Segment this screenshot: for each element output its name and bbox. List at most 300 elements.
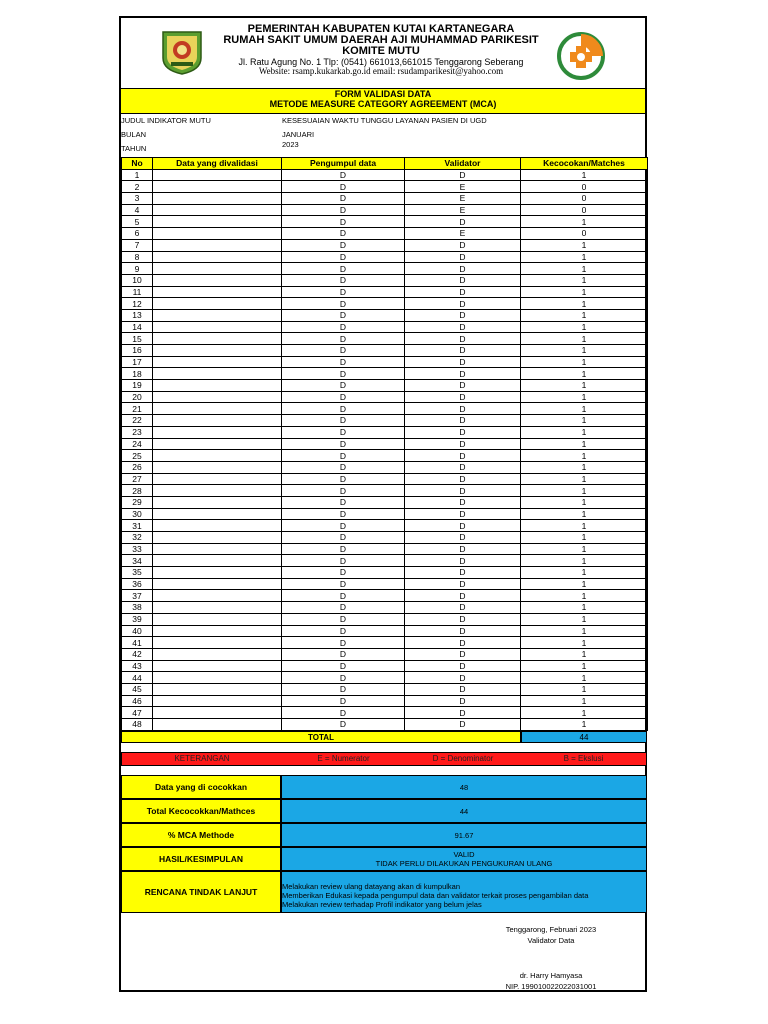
row-data (153, 613, 282, 625)
row-no: 25 (122, 450, 153, 462)
row-no: 17 (122, 356, 153, 368)
row-validator: D (405, 274, 521, 286)
row-collector: D (282, 181, 405, 193)
row-collector: D (282, 683, 405, 695)
row-no: 5 (122, 216, 153, 228)
row-collector: D (282, 578, 405, 590)
row-match: 1 (521, 719, 648, 731)
legend-row (121, 752, 647, 766)
validation-table (121, 157, 648, 731)
row-collector: D (282, 672, 405, 684)
row-validator: D (405, 567, 521, 579)
row-collector: D (282, 508, 405, 520)
row-validator: D (405, 368, 521, 380)
row-no: 39 (122, 613, 153, 625)
table-row (122, 368, 648, 380)
form-meta (121, 114, 645, 156)
year-value: 2023 (282, 140, 299, 149)
table-row (122, 426, 648, 438)
indicator-label: JUDUL INDIKATOR MUTU (121, 116, 211, 125)
row-validator: D (405, 263, 521, 275)
row-validator: D (405, 683, 521, 695)
total-value: 44 (521, 731, 647, 743)
row-no: 40 (122, 625, 153, 637)
row-validator: D (405, 707, 521, 719)
row-no: 22 (122, 415, 153, 427)
row-match: 1 (521, 496, 648, 508)
table-body (122, 169, 648, 730)
row-data (153, 321, 282, 333)
form-title: FORM VALIDASI DATA (334, 89, 432, 99)
row-collector: D (282, 169, 405, 181)
row-no: 34 (122, 555, 153, 567)
row-validator: D (405, 321, 521, 333)
row-validator: D (405, 578, 521, 590)
row-match: 1 (521, 298, 648, 310)
row-validator: D (405, 660, 521, 672)
row-no: 7 (122, 239, 153, 251)
validation-form-sheet (119, 16, 647, 992)
row-data (153, 204, 282, 216)
row-no: 8 (122, 251, 153, 263)
row-match: 1 (521, 345, 648, 357)
row-no: 11 (122, 286, 153, 298)
table-row (122, 239, 648, 251)
row-data (153, 485, 282, 497)
row-collector: D (282, 228, 405, 240)
row-data (153, 695, 282, 707)
row-match: 0 (521, 181, 648, 193)
row-match: 1 (521, 274, 648, 286)
row-data (153, 169, 282, 181)
row-data (153, 450, 282, 462)
row-no: 13 (122, 309, 153, 321)
row-data (153, 602, 282, 614)
summary-total-row (121, 799, 647, 823)
table-row (122, 193, 648, 205)
row-data (153, 286, 282, 298)
row-match: 1 (521, 426, 648, 438)
row-match: 1 (521, 532, 648, 544)
row-data (153, 426, 282, 438)
result-valid: VALID (453, 850, 475, 859)
row-no: 21 (122, 403, 153, 415)
row-validator: E (405, 181, 521, 193)
summary-mca-row (121, 823, 647, 847)
row-data (153, 625, 282, 637)
summary-data-label: Data yang di cocokkan (121, 775, 281, 799)
row-data (153, 707, 282, 719)
table-row (122, 707, 648, 719)
table-row (122, 380, 648, 392)
table-row (122, 286, 648, 298)
row-data (153, 345, 282, 357)
row-collector: D (282, 660, 405, 672)
row-validator: E (405, 228, 521, 240)
row-collector: D (282, 613, 405, 625)
row-match: 1 (521, 216, 648, 228)
row-data (153, 251, 282, 263)
legend-label: KETERANGAN (174, 754, 230, 763)
row-match: 1 (521, 309, 648, 321)
row-collector: D (282, 637, 405, 649)
row-validator: D (405, 298, 521, 310)
summary-result-row (121, 847, 647, 871)
row-validator: D (405, 239, 521, 251)
summary-plan-row (121, 871, 647, 913)
row-match: 1 (521, 321, 648, 333)
row-collector: D (282, 520, 405, 532)
summary-result-value (281, 847, 647, 871)
row-validator: D (405, 251, 521, 263)
row-match: 1 (521, 286, 648, 298)
table-row (122, 602, 648, 614)
total-row (121, 731, 647, 743)
row-no: 30 (122, 508, 153, 520)
row-no: 47 (122, 707, 153, 719)
table-row (122, 333, 648, 345)
row-data (153, 473, 282, 485)
row-match: 1 (521, 239, 648, 251)
row-collector: D (282, 356, 405, 368)
row-collector: D (282, 543, 405, 555)
row-collector: D (282, 263, 405, 275)
row-no: 9 (122, 263, 153, 275)
row-validator: D (405, 613, 521, 625)
table-row (122, 695, 648, 707)
row-match: 0 (521, 193, 648, 205)
row-match: 1 (521, 461, 648, 473)
row-data (153, 181, 282, 193)
table-row (122, 216, 648, 228)
row-validator: D (405, 380, 521, 392)
row-no: 38 (122, 602, 153, 614)
row-data (153, 239, 282, 251)
row-data (153, 578, 282, 590)
row-validator: D (405, 648, 521, 660)
row-validator: D (405, 532, 521, 544)
row-data (153, 520, 282, 532)
row-match: 0 (521, 228, 648, 240)
header-address: Jl. Ratu Agung No. 1 Tlp: (0541) 661013,661015 Tenggarong Seberang (238, 57, 524, 67)
row-match: 1 (521, 251, 648, 263)
table-row (122, 263, 648, 275)
row-data (153, 461, 282, 473)
row-collector: D (282, 426, 405, 438)
table-row (122, 403, 648, 415)
row-no: 18 (122, 368, 153, 380)
table-row (122, 181, 648, 193)
row-match: 1 (521, 543, 648, 555)
row-collector: D (282, 461, 405, 473)
table-row (122, 660, 648, 672)
row-validator: D (405, 345, 521, 357)
total-label: TOTAL (121, 731, 521, 743)
row-validator: D (405, 625, 521, 637)
row-no: 20 (122, 391, 153, 403)
summary-mca-label: % MCA Methode (121, 823, 281, 847)
legend-numerator: E = Numerator (317, 754, 370, 763)
row-validator: D (405, 496, 521, 508)
table-row (122, 496, 648, 508)
row-data (153, 263, 282, 275)
table-row (122, 298, 648, 310)
row-validator: D (405, 461, 521, 473)
summary-plan-value (281, 871, 647, 913)
row-no: 33 (122, 543, 153, 555)
row-no: 43 (122, 660, 153, 672)
row-match: 1 (521, 602, 648, 614)
row-collector: D (282, 695, 405, 707)
row-match: 1 (521, 590, 648, 602)
summary-result-label: HASIL/KESIMPULAN (121, 847, 281, 871)
row-no: 28 (122, 485, 153, 497)
table-row (122, 508, 648, 520)
row-validator: D (405, 391, 521, 403)
row-validator: D (405, 590, 521, 602)
row-validator: D (405, 543, 521, 555)
row-no: 4 (122, 204, 153, 216)
row-data (153, 660, 282, 672)
row-match: 1 (521, 567, 648, 579)
summary-total-value: 44 (281, 799, 647, 823)
row-data (153, 380, 282, 392)
row-no: 16 (122, 345, 153, 357)
row-validator: D (405, 169, 521, 181)
row-data (153, 309, 282, 321)
month-label: BULAN (121, 130, 147, 139)
result-note: TIDAK PERLU DILAKUKAN PENGUKURAN ULANG (375, 859, 553, 868)
table-row (122, 637, 648, 649)
table-row (122, 309, 648, 321)
row-no: 12 (122, 298, 153, 310)
row-no: 23 (122, 426, 153, 438)
row-validator: D (405, 555, 521, 567)
row-validator: D (405, 403, 521, 415)
row-no: 6 (122, 228, 153, 240)
header-committee: KOMITE MUTU (342, 45, 420, 57)
row-validator: D (405, 695, 521, 707)
table-row (122, 648, 648, 660)
row-data (153, 438, 282, 450)
row-match: 1 (521, 625, 648, 637)
row-no: 41 (122, 637, 153, 649)
kutai-kartanegara-emblem-icon (159, 28, 205, 76)
month-value: JANUARI (282, 130, 315, 139)
form-title-bar (121, 89, 645, 114)
row-data (153, 415, 282, 427)
row-match: 1 (521, 263, 648, 275)
row-validator: D (405, 473, 521, 485)
row-collector: D (282, 450, 405, 462)
letterhead (121, 18, 645, 89)
row-collector: D (282, 485, 405, 497)
row-data (153, 719, 282, 731)
signature-place-date: Tenggarong, Februari 2023 (505, 925, 597, 934)
table-row (122, 672, 648, 684)
table-row (122, 555, 648, 567)
row-no: 46 (122, 695, 153, 707)
row-match: 1 (521, 508, 648, 520)
row-data (153, 403, 282, 415)
row-match: 0 (521, 204, 648, 216)
row-match: 1 (521, 683, 648, 695)
row-collector: D (282, 532, 405, 544)
row-collector: D (282, 415, 405, 427)
table-row (122, 532, 648, 544)
table-row (122, 228, 648, 240)
row-data (153, 532, 282, 544)
table-row (122, 321, 648, 333)
row-collector: D (282, 274, 405, 286)
row-match: 1 (521, 707, 648, 719)
row-match: 1 (521, 660, 648, 672)
table-row (122, 450, 648, 462)
row-no: 35 (122, 567, 153, 579)
table-row (122, 578, 648, 590)
row-validator: D (405, 286, 521, 298)
header-collector: Pengumpul data (282, 158, 405, 170)
table-row (122, 415, 648, 427)
row-validator: D (405, 602, 521, 614)
row-no: 37 (122, 590, 153, 602)
row-collector: D (282, 602, 405, 614)
legend-exclusion: B = Ekslusi (563, 754, 604, 763)
row-match: 1 (521, 613, 648, 625)
row-data (153, 683, 282, 695)
header-website: Website: rsamp.kukarkab.go.id email: rsudamparikesit@yahoo.com (258, 66, 504, 76)
row-no: 44 (122, 672, 153, 684)
row-no: 42 (122, 648, 153, 660)
row-data (153, 555, 282, 567)
row-validator: D (405, 637, 521, 649)
row-match: 1 (521, 672, 648, 684)
table-row (122, 625, 648, 637)
row-match: 1 (521, 415, 648, 427)
header-government: PEMERINTAH KABUPATEN KUTAI KARTANEGARA (247, 23, 515, 35)
table-row (122, 613, 648, 625)
row-collector: D (282, 286, 405, 298)
table-header-row (122, 158, 648, 170)
table-row (122, 485, 648, 497)
indicator-value: KESESUAIAN WAKTU TUNGGU LAYANAN PASIEN DI UGD (282, 116, 487, 125)
row-validator: D (405, 508, 521, 520)
row-validator: E (405, 193, 521, 205)
row-collector: D (282, 719, 405, 731)
row-collector: D (282, 321, 405, 333)
row-no: 26 (122, 461, 153, 473)
row-data (153, 648, 282, 660)
header-matches: Kecocokan/Matches (521, 158, 648, 170)
summary-mca-value: 91.67 (281, 823, 647, 847)
row-match: 1 (521, 438, 648, 450)
row-data (153, 543, 282, 555)
row-collector: D (282, 309, 405, 321)
row-match: 1 (521, 368, 648, 380)
row-collector: D (282, 193, 405, 205)
row-match: 1 (521, 520, 648, 532)
row-collector: D (282, 333, 405, 345)
row-no: 24 (122, 438, 153, 450)
row-data (153, 274, 282, 286)
row-collector: D (282, 368, 405, 380)
table-row (122, 719, 648, 731)
row-match: 1 (521, 648, 648, 660)
header-no: No (122, 158, 153, 170)
row-collector: D (282, 239, 405, 251)
summary-data-row (121, 775, 647, 799)
row-data (153, 333, 282, 345)
summary-plan-label: RENCANA TINDAK LANJUT (121, 871, 281, 913)
row-collector: D (282, 555, 405, 567)
row-validator: D (405, 426, 521, 438)
table-row (122, 204, 648, 216)
row-data (153, 228, 282, 240)
row-validator: D (405, 719, 521, 731)
row-match: 1 (521, 473, 648, 485)
table-row (122, 438, 648, 450)
row-collector: D (282, 590, 405, 602)
table-row (122, 356, 648, 368)
signature-role: Validator Data (527, 936, 575, 945)
row-match: 1 (521, 403, 648, 415)
summary-total-label: Total Kecocokkan/Mathces (121, 799, 281, 823)
row-no: 32 (122, 532, 153, 544)
row-data (153, 496, 282, 508)
row-collector: D (282, 345, 405, 357)
row-match: 1 (521, 356, 648, 368)
row-data (153, 356, 282, 368)
row-validator: D (405, 672, 521, 684)
row-no: 31 (122, 520, 153, 532)
plan-item: Melakukan review ulang datayang akan di kumpulkan (282, 882, 461, 891)
row-no: 45 (122, 683, 153, 695)
row-collector: D (282, 625, 405, 637)
row-data (153, 298, 282, 310)
row-validator: D (405, 485, 521, 497)
row-validator: E (405, 204, 521, 216)
row-match: 1 (521, 637, 648, 649)
row-match: 1 (521, 380, 648, 392)
header-hospital: RUMAH SAKIT UMUM DAERAH AJI MUHAMMAD PARIKESIT (223, 34, 539, 46)
table-row (122, 345, 648, 357)
row-no: 19 (122, 380, 153, 392)
row-data (153, 672, 282, 684)
table-row (122, 391, 648, 403)
header-data: Data yang divalidasi (153, 158, 282, 170)
table-row (122, 567, 648, 579)
row-collector: D (282, 403, 405, 415)
signature-name: dr. Harry Hamyasa (519, 971, 583, 980)
row-data (153, 637, 282, 649)
form-subtitle: METODE MEASURE CATEGORY AGREEMENT (MCA) (269, 99, 497, 109)
row-collector: D (282, 438, 405, 450)
row-collector: D (282, 648, 405, 660)
row-data (153, 193, 282, 205)
row-validator: D (405, 216, 521, 228)
row-collector: D (282, 216, 405, 228)
table-row (122, 473, 648, 485)
signature-nip: NIP. 199010022022031001 (505, 982, 597, 991)
row-collector: D (282, 567, 405, 579)
row-match: 1 (521, 578, 648, 590)
row-collector: D (282, 707, 405, 719)
row-no: 1 (122, 169, 153, 181)
row-no: 27 (122, 473, 153, 485)
row-match: 1 (521, 450, 648, 462)
row-no: 10 (122, 274, 153, 286)
row-validator: D (405, 309, 521, 321)
